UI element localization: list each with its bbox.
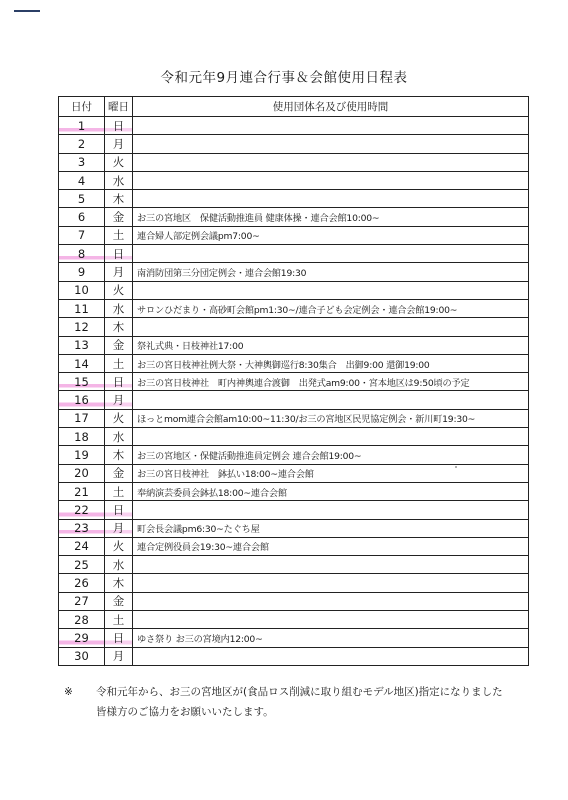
row-weekday: 水 xyxy=(105,171,133,189)
row-usage: 奉納演芸委員会鉢払18:00~連合会館 xyxy=(133,482,529,500)
row-date: 1 xyxy=(59,117,105,135)
row-date: 24 xyxy=(59,537,105,555)
row-weekday: 土 xyxy=(105,354,133,372)
row-date: 16 xyxy=(59,391,105,409)
table-row xyxy=(59,428,529,446)
row-date: 26 xyxy=(59,574,105,592)
row-date: 18 xyxy=(59,428,105,446)
row-date: 19 xyxy=(59,446,105,464)
row-usage xyxy=(133,245,529,263)
row-date: 10 xyxy=(59,281,105,299)
table-row xyxy=(59,190,529,208)
table-row xyxy=(59,318,529,336)
row-usage xyxy=(133,556,529,574)
row-usage: サロンひだまり・高砂町会館pm1:30~/連合子ども会定例会・連合会館19:00~ xyxy=(133,299,529,317)
table-row xyxy=(59,354,529,372)
row-usage: お三の宮日枝神社 鉢払い18:00~連合会館 xyxy=(133,464,529,482)
row-usage: 祭礼式典・日枝神社17:00 xyxy=(133,336,529,354)
corner-mark xyxy=(14,10,40,12)
row-usage xyxy=(133,574,529,592)
table-row xyxy=(59,281,529,299)
row-usage: お三の宮日枝神社 町内神輿連合渡御 出発式am9:00・宮本地区は9:50頃の予定 xyxy=(133,373,529,391)
row-weekday: 金 xyxy=(105,592,133,610)
row-weekday: 木 xyxy=(105,574,133,592)
table-row xyxy=(59,208,529,226)
table-row xyxy=(59,592,529,610)
row-usage xyxy=(133,190,529,208)
row-date: 9 xyxy=(59,263,105,281)
row-weekday: 日 xyxy=(105,629,133,647)
row-usage xyxy=(133,611,529,629)
row-usage xyxy=(133,135,529,153)
note-line-1: 令和元年から、お三の宮地区が(食品ロス削減に取り組むモデル地区)指定になりました xyxy=(96,686,503,698)
row-date: 21 xyxy=(59,482,105,500)
row-date: 3 xyxy=(59,153,105,171)
row-date: 22 xyxy=(59,501,105,519)
row-usage: お三の宮日枝神社例大祭・大神輿御巡行8:30集合 出御9:00 還御19:00 xyxy=(133,354,529,372)
header-dow: 曜日 xyxy=(105,97,133,117)
table-header-row xyxy=(59,97,529,117)
note-line-2: 皆様方のご協力をお願いいたします。 xyxy=(96,706,274,718)
row-date: 4 xyxy=(59,171,105,189)
row-date: 6 xyxy=(59,208,105,226)
row-usage xyxy=(133,117,529,135)
row-usage: 南消防団第三分団定例会・連合会館19:30 xyxy=(133,263,529,281)
row-usage xyxy=(133,318,529,336)
row-date: 8 xyxy=(59,245,105,263)
table-row xyxy=(59,629,529,647)
row-weekday: 土 xyxy=(105,611,133,629)
row-weekday: 金 xyxy=(105,336,133,354)
row-usage: 連合婦人部定例会議pm7:00~ xyxy=(133,226,529,244)
table-row xyxy=(59,574,529,592)
row-weekday: 月 xyxy=(105,647,133,665)
row-date: 27 xyxy=(59,592,105,610)
row-weekday: 水 xyxy=(105,556,133,574)
row-weekday: 木 xyxy=(105,446,133,464)
row-date: 11 xyxy=(59,299,105,317)
row-weekday: 水 xyxy=(105,428,133,446)
row-weekday: 木 xyxy=(105,190,133,208)
table-row xyxy=(59,226,529,244)
row-date: 13 xyxy=(59,336,105,354)
row-date: 23 xyxy=(59,519,105,537)
row-usage xyxy=(133,647,529,665)
table-row xyxy=(59,446,529,464)
table-row xyxy=(59,464,529,482)
table-row xyxy=(59,537,529,555)
row-weekday: 火 xyxy=(105,537,133,555)
row-date: 25 xyxy=(59,556,105,574)
row-usage: お三の宮地区 保健活動推進員 健康体操・連合会館10:00~ xyxy=(133,208,529,226)
row-usage xyxy=(133,281,529,299)
row-weekday: 土 xyxy=(105,226,133,244)
row-usage xyxy=(133,153,529,171)
row-weekday: 火 xyxy=(105,153,133,171)
row-weekday: 金 xyxy=(105,208,133,226)
table-row xyxy=(59,519,529,537)
row-date: 28 xyxy=(59,611,105,629)
row-weekday: 水 xyxy=(105,299,133,317)
footnote xyxy=(64,682,534,722)
row-weekday: 日 xyxy=(105,501,133,519)
row-weekday: 月 xyxy=(105,135,133,153)
table-row xyxy=(59,647,529,665)
table-row xyxy=(59,501,529,519)
table-row xyxy=(59,171,529,189)
row-usage xyxy=(133,428,529,446)
row-weekday: 日 xyxy=(105,245,133,263)
row-date: 20 xyxy=(59,464,105,482)
table-row xyxy=(59,153,529,171)
table-row xyxy=(59,299,529,317)
row-weekday: 月 xyxy=(105,519,133,537)
table-row xyxy=(59,556,529,574)
note-mark: ※ xyxy=(64,686,73,698)
table-row xyxy=(59,482,529,500)
page-title: 令和元年9月連合行事＆会館使用日程表 xyxy=(160,70,408,86)
row-usage xyxy=(133,592,529,610)
row-weekday: 月 xyxy=(105,391,133,409)
row-usage: 町会長会議pm6:30~たぐち屋 xyxy=(133,519,529,537)
header-date: 日付 xyxy=(59,97,105,117)
schedule-body xyxy=(59,117,529,666)
row-weekday: 火 xyxy=(105,409,133,427)
row-date: 5 xyxy=(59,190,105,208)
row-usage: ゆさ祭り お三の宮境内12:00~ xyxy=(133,629,529,647)
row-weekday: 日 xyxy=(105,117,133,135)
row-weekday: 木 xyxy=(105,318,133,336)
row-weekday: 金 xyxy=(105,464,133,482)
row-usage xyxy=(133,501,529,519)
table-row xyxy=(59,409,529,427)
row-usage xyxy=(133,171,529,189)
row-date: 17 xyxy=(59,409,105,427)
table-row xyxy=(59,336,529,354)
row-usage: 連合定例役員会19:30~連合会館 xyxy=(133,537,529,555)
row-weekday: 土 xyxy=(105,482,133,500)
row-weekday: 火 xyxy=(105,281,133,299)
row-date: 29 xyxy=(59,629,105,647)
row-date: 15 xyxy=(59,373,105,391)
row-weekday: 月 xyxy=(105,263,133,281)
table-row xyxy=(59,117,529,135)
row-usage xyxy=(133,391,529,409)
table-row xyxy=(59,135,529,153)
row-date: 14 xyxy=(59,354,105,372)
header-usage: 使用団体名及び使用時間 xyxy=(133,97,529,117)
row-date: 12 xyxy=(59,318,105,336)
row-weekday: 日 xyxy=(105,373,133,391)
row-usage: お三の宮地区・保健活動推進員定例会 連合会館19:00~ xyxy=(133,446,529,464)
row-date: 2 xyxy=(59,135,105,153)
schedule-table xyxy=(58,96,529,666)
table-row xyxy=(59,611,529,629)
table-row xyxy=(59,391,529,409)
row-usage: ほっとmom連合会館am10:00~11:30/お三の宮地区民児協定例会・新川町19:30~ xyxy=(133,409,529,427)
table-row xyxy=(59,263,529,281)
scan-dot xyxy=(455,466,457,468)
row-date: 7 xyxy=(59,226,105,244)
table-row xyxy=(59,245,529,263)
row-date: 30 xyxy=(59,647,105,665)
table-row xyxy=(59,373,529,391)
